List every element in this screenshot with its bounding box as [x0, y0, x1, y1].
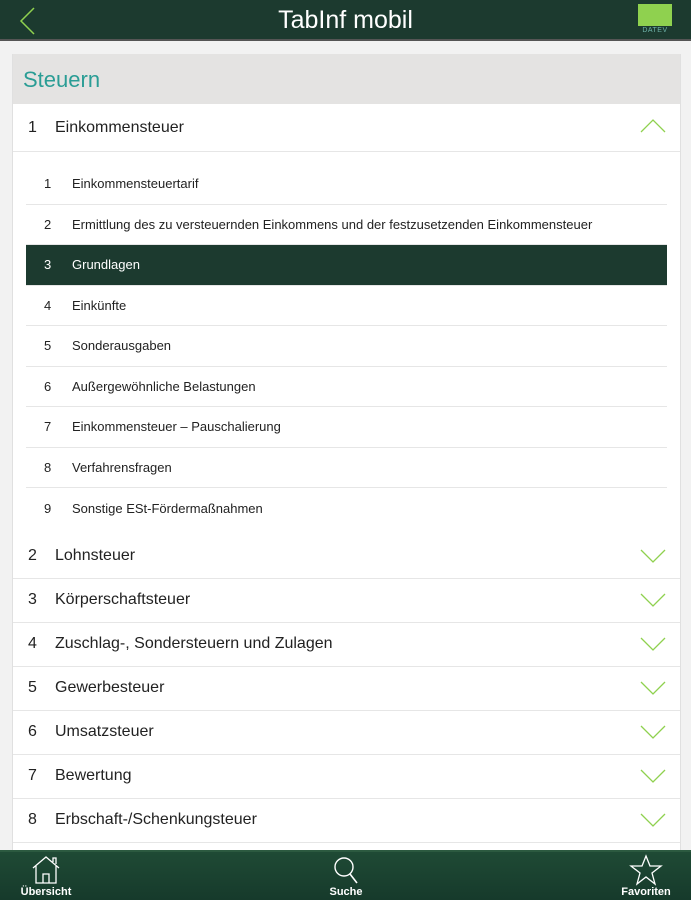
chapter-row-expanded[interactable] — [13, 104, 680, 152]
chevron-down-icon — [640, 767, 666, 785]
subchapter-list — [13, 152, 680, 535]
subchapter-item[interactable] — [26, 245, 667, 286]
chapter-number: 7 — [28, 767, 37, 784]
chevron-down-icon — [640, 679, 666, 697]
chapter-number: 3 — [28, 591, 37, 608]
chapter-row[interactable] — [13, 799, 680, 843]
chapter-number: 1 — [28, 118, 37, 136]
chapter-label: Körperschaftsteuer — [55, 591, 191, 608]
subchapter-item[interactable] — [26, 367, 667, 408]
chapter-label: Umsatzsteuer — [55, 723, 154, 740]
tab-favorites[interactable]: Favoriten — [612, 854, 680, 898]
subchapter-item[interactable] — [26, 488, 667, 529]
chapter-label: Bewertung — [55, 767, 132, 784]
chevron-down-icon — [640, 547, 666, 565]
chevron-down-icon — [640, 591, 666, 609]
chevron-down-icon — [640, 723, 666, 741]
subchapter-number: 3 — [44, 257, 52, 273]
chapter-row[interactable] — [13, 755, 680, 799]
app-header — [0, 0, 691, 41]
subchapter-item[interactable] — [26, 205, 667, 246]
tab-overview[interactable]: Übersicht — [16, 854, 76, 898]
chevron-up-icon — [640, 116, 666, 134]
subchapter-label: Einkommensteuer – Pauschalierung — [72, 419, 281, 435]
chapter-label: Erbschaft-/Schenkungsteuer — [55, 811, 257, 828]
chapter-label: Gewerbesteuer — [55, 679, 165, 696]
subchapter-number: 8 — [44, 459, 52, 475]
subchapter-number: 9 — [44, 500, 52, 516]
chapter-row[interactable] — [13, 667, 680, 711]
subchapter-label: Sonstige ESt-Fördermaßnahmen — [72, 500, 263, 516]
datev-logo: DATEV — [638, 4, 672, 36]
chapter-number: 6 — [28, 723, 37, 740]
app-title: TabInf mobil — [278, 6, 413, 34]
subchapter-item[interactable] — [26, 407, 667, 448]
subchapter-label: Sonderausgaben — [72, 338, 172, 354]
content-card — [12, 54, 681, 850]
chapter-label: Lohnsteuer — [55, 547, 136, 564]
subchapter-item[interactable] — [26, 164, 667, 205]
chapter-row[interactable] — [13, 535, 680, 579]
tab-search[interactable]: Suche — [316, 854, 376, 898]
subchapter-number: 5 — [44, 338, 52, 354]
star-icon — [629, 854, 663, 886]
chevron-down-icon — [640, 635, 666, 653]
subchapter-number: 2 — [44, 216, 52, 232]
chapter-number: 2 — [28, 547, 37, 564]
search-icon — [329, 854, 363, 886]
chevron-down-icon — [640, 811, 666, 829]
subchapter-label: Einkommensteuertarif — [72, 176, 199, 192]
chapter-number: 5 — [28, 679, 37, 696]
tab-bar — [0, 850, 691, 900]
subchapter-number: 6 — [44, 378, 52, 394]
section-title: Steuern — [13, 54, 680, 104]
subchapter-number: 4 — [44, 297, 52, 313]
home-icon — [29, 854, 63, 886]
subchapter-label: Verfahrensfragen — [72, 459, 172, 475]
subchapter-item[interactable] — [26, 448, 667, 489]
subchapter-label: Außergewöhnliche Belastungen — [72, 378, 256, 394]
chapter-list — [13, 535, 680, 843]
subchapter-label: Grundlagen — [72, 257, 140, 273]
chapter-row[interactable] — [13, 623, 680, 667]
subchapter-item[interactable] — [26, 326, 667, 367]
chapter-row[interactable] — [13, 579, 680, 623]
subchapter-label: Ermittlung des zu versteuernden Einkommens und der festzusetzenden Einkommensteuer — [72, 216, 593, 232]
subchapter-number: 7 — [44, 419, 52, 435]
chapter-label: Einkommensteuer — [55, 118, 184, 136]
chapter-number: 4 — [28, 635, 37, 652]
chapter-label: Zuschlag-, Sondersteuern und Zulagen — [55, 635, 333, 652]
subchapter-label: Einkünfte — [72, 297, 127, 313]
subchapter-item[interactable] — [26, 286, 667, 327]
chapter-row[interactable] — [13, 711, 680, 755]
subchapter-number: 1 — [44, 176, 52, 192]
chapter-number: 8 — [28, 811, 37, 828]
